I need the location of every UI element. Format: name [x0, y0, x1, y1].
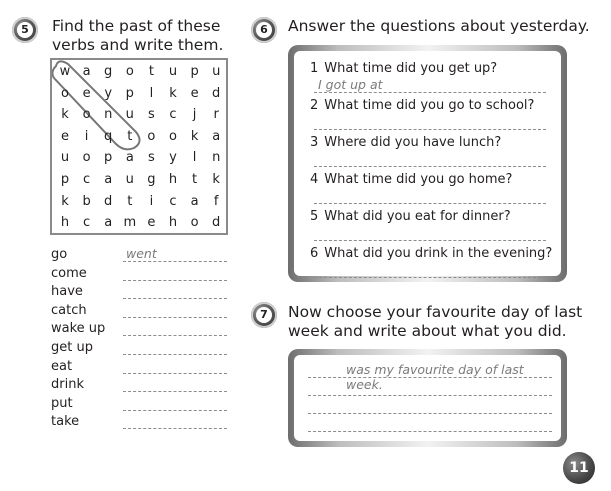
grid-letter: o — [125, 64, 134, 79]
grid-letter: c — [169, 107, 177, 123]
grid-letter: d — [212, 85, 221, 101]
grid-letter: y — [169, 150, 177, 166]
verb-answer-line[interactable] — [123, 317, 227, 318]
answer-line[interactable] — [314, 277, 546, 278]
grid-letter: b — [82, 193, 91, 209]
verb-answer-line[interactable] — [123, 298, 227, 299]
question-4 — [310, 172, 512, 187]
grid-letter: w — [59, 64, 71, 79]
grid-letter: o — [82, 150, 91, 166]
grid-letter: o — [82, 107, 91, 123]
exercise-6-badge — [251, 17, 277, 43]
verb-answer-line[interactable] — [123, 335, 227, 336]
grid-letter: f — [213, 193, 219, 209]
verb-label: come — [51, 265, 87, 281]
verb-answer-line[interactable] — [123, 354, 227, 355]
grid-letter: u — [60, 150, 70, 166]
exercise-7-example-text: was my favourite day of last week. — [346, 362, 524, 392]
writing-line — [308, 431, 552, 432]
grid-letter: k — [190, 128, 199, 144]
grid-letter: h — [168, 215, 178, 231]
question-number: 3 — [310, 135, 319, 150]
page-number: 11 — [563, 452, 595, 484]
exercise-7-title-line-1: Now choose your favourite day of last — [288, 303, 583, 321]
question-5 — [310, 209, 511, 224]
exercise-5-title-line-2: verbs and write them. — [52, 36, 224, 54]
grid-letter: t — [148, 64, 154, 79]
exercise-7-badge — [251, 302, 277, 328]
grid-letter: a — [82, 64, 91, 79]
exercise-5-title-line-1: Find the past of these — [52, 17, 221, 35]
verb-answer-line[interactable] — [123, 373, 227, 374]
exercise-6-paper — [294, 51, 561, 276]
grid-letter: t — [127, 193, 133, 209]
grid-letter: n — [212, 150, 221, 166]
question-number: 2 — [310, 98, 319, 113]
grid-letter: p — [190, 64, 199, 79]
question-text: What did you eat for dinner? — [324, 209, 511, 224]
grid-letter: t — [127, 128, 133, 144]
grid-letter: e — [190, 85, 199, 101]
answer-line[interactable] — [314, 166, 546, 167]
question-number: 1 — [310, 61, 319, 76]
exercise-7-number: 7 — [256, 307, 272, 323]
grid-letter: c — [83, 172, 91, 187]
grid-letter: g — [104, 64, 113, 79]
exercise-7-writing-panel — [288, 349, 567, 447]
grid-letter: o — [61, 85, 69, 101]
grid-letter: a — [212, 128, 221, 144]
grid-letter: e — [82, 85, 91, 101]
question-number: 5 — [310, 209, 319, 224]
grid-letter: a — [104, 172, 113, 187]
verb-label: drink — [51, 377, 84, 393]
grid-letter: l — [149, 85, 154, 101]
writing-line — [308, 395, 552, 396]
verb-example-answer: went — [126, 246, 157, 261]
verb-answer-line[interactable] — [123, 261, 227, 262]
grid-letter: h — [168, 172, 178, 187]
grid-letter: u — [125, 107, 134, 123]
verb-answer-line[interactable] — [123, 280, 227, 281]
answer-line[interactable] — [314, 92, 546, 93]
writing-line — [308, 377, 552, 378]
question-text: What did you drink in the evening? — [324, 246, 553, 261]
grid-letter: k — [212, 172, 220, 187]
grid-letter: o — [190, 215, 199, 231]
question-6 — [310, 246, 552, 261]
verb-answer-line[interactable] — [123, 391, 227, 392]
grid-letter: o — [147, 128, 156, 144]
grid-letter: l — [192, 150, 197, 166]
grid-letter: c — [83, 215, 91, 231]
grid-letter: i — [149, 193, 154, 209]
grid-letter: u — [125, 172, 134, 187]
grid-letter: k — [61, 107, 69, 123]
grid-letter: h — [60, 215, 70, 231]
answer-line[interactable] — [314, 129, 546, 130]
grid-letter: i — [84, 128, 89, 144]
grid-letter: t — [192, 172, 198, 187]
answer-line[interactable] — [314, 240, 546, 241]
grid-letter: a — [190, 193, 199, 209]
question-1 — [310, 61, 497, 76]
question-number: 4 — [310, 172, 319, 187]
grid-letter: a — [125, 150, 134, 166]
question-text: Where did you have lunch? — [324, 135, 502, 150]
grid-letter: d — [212, 215, 221, 231]
grid-letter: p — [125, 85, 134, 101]
grid-letter: c — [169, 193, 177, 209]
verb-label: wake up — [51, 321, 106, 337]
grid-letter: p — [60, 172, 70, 187]
grid-letter: q — [104, 128, 113, 144]
exercise-7-paper — [294, 355, 561, 441]
exercise-5-badge — [12, 17, 38, 43]
grid-letter: a — [104, 215, 113, 231]
question-1-example-answer: I got up at — [318, 77, 383, 92]
grid-letter: e — [147, 215, 156, 231]
grid-letter: r — [213, 107, 219, 123]
grid-letter: g — [147, 172, 156, 187]
grid-letter: y — [104, 85, 113, 101]
grid-letter: n — [104, 107, 113, 123]
grid-letter: d — [104, 193, 113, 209]
grid-letter: k — [61, 193, 69, 209]
question-3 — [310, 135, 501, 150]
grid-letter: s — [148, 150, 155, 166]
verb-answer-line[interactable] — [123, 410, 227, 411]
word-search-grid — [50, 58, 228, 235]
writing-line — [308, 413, 552, 414]
verb-label: put — [51, 395, 73, 411]
verb-label: get up — [51, 340, 93, 355]
grid-letter: m — [123, 215, 137, 231]
exercise-6-number: 6 — [256, 22, 272, 38]
exercise-6-title: Answer the questions about yesterday. — [288, 17, 590, 35]
question-2 — [310, 98, 534, 113]
grid-letter: j — [192, 107, 197, 123]
verb-label: catch — [51, 302, 87, 318]
question-text: What time did you get up? — [324, 61, 498, 76]
grid-letter: u — [168, 64, 178, 79]
question-number: 6 — [310, 246, 319, 261]
grid-letter: e — [61, 128, 69, 144]
verb-label: go — [51, 247, 68, 262]
exercise-7-title-line-2: week and write about what you did. — [288, 322, 567, 340]
verb-label: take — [51, 414, 80, 430]
grid-letter: k — [169, 85, 177, 101]
answer-line[interactable] — [314, 203, 546, 204]
exercise-5-number: 5 — [17, 22, 33, 38]
exercise-6-answer-panel — [288, 45, 567, 282]
grid-letter: s — [148, 107, 155, 123]
grid-letter: p — [104, 150, 113, 166]
question-text: What time did you go home? — [324, 172, 513, 187]
verb-label: have — [51, 284, 83, 300]
verb-label: eat — [51, 358, 73, 374]
grid-letter: o — [169, 128, 177, 144]
verb-answer-line[interactable] — [123, 428, 227, 429]
grid-letter: u — [212, 64, 221, 79]
question-text: What time did you go to school? — [324, 98, 535, 113]
